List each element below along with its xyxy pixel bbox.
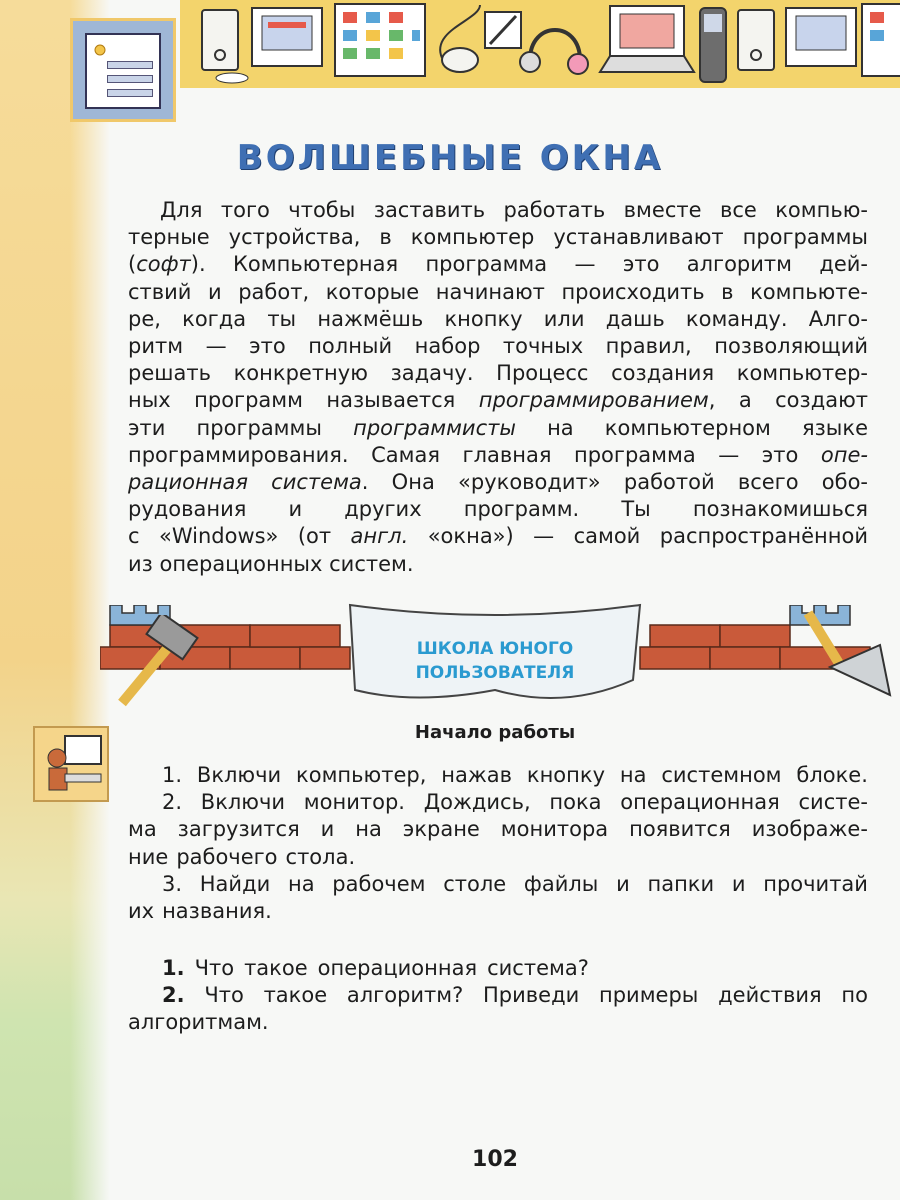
monitor-icon-2 bbox=[786, 8, 856, 66]
paragraph-line: рудования и других программ. Ты познакомишься bbox=[128, 497, 868, 522]
paragraph-line: ных программ называется программированием, а создают bbox=[128, 388, 868, 413]
italic-term: рационная система bbox=[128, 470, 362, 495]
italic-term: программированием bbox=[478, 388, 709, 413]
italic-term: англ. bbox=[350, 524, 409, 549]
italic-term: опе- bbox=[820, 442, 868, 467]
step-line: 3. Найди на рабочем столе файлы и папки и прочитай bbox=[162, 871, 868, 896]
banner-line-1: ШКОЛА ЮНОГО bbox=[416, 639, 574, 659]
question-line: алгоритмам. bbox=[128, 1010, 269, 1035]
italic-term: программисты bbox=[353, 415, 516, 440]
left-color-band bbox=[0, 0, 110, 1200]
questions-list bbox=[128, 955, 868, 1037]
italic-term: софт bbox=[136, 252, 191, 277]
monitor-icon bbox=[252, 8, 322, 66]
laptop-icon bbox=[600, 6, 694, 72]
paragraph-line: решать конкретную задачу. Процесс создания компьютер- bbox=[128, 361, 868, 386]
question-number: 1. bbox=[162, 956, 185, 980]
paragraph-line: программирования. Самая главная программа — это опе- bbox=[128, 442, 868, 467]
paragraph-line: из операционных систем. bbox=[128, 551, 414, 576]
pen-icon bbox=[485, 12, 521, 48]
page-title: ВОЛШЕБНЫЕ ОКНА bbox=[236, 138, 664, 178]
banner-line-2: ПОЛЬЗОВАТЕЛЯ bbox=[415, 663, 575, 683]
grid-screen-icon bbox=[335, 4, 425, 76]
paragraph-line: (софт). Компьютерная программа — это алгоритм дей- bbox=[128, 252, 868, 277]
question-line: 1. Что такое операционная система? bbox=[128, 955, 868, 982]
step-line: их названия. bbox=[128, 899, 272, 924]
window-icon bbox=[70, 18, 176, 122]
page-number: 102 bbox=[472, 1147, 518, 1172]
intro-paragraph bbox=[128, 197, 868, 578]
sun-icon bbox=[89, 39, 111, 61]
question-line: 2. Что такое алгоритм? Приведи примеры действия по bbox=[128, 982, 868, 1009]
step-line: ние рабочего стола. bbox=[128, 844, 356, 869]
banner-illustration bbox=[100, 585, 900, 715]
grid-screen-icon-2 bbox=[862, 4, 900, 76]
steps-list bbox=[128, 762, 868, 925]
question-number: 2. bbox=[162, 983, 185, 1008]
computer-icon-2 bbox=[738, 10, 774, 70]
paragraph-line: ре, когда ты нажмёшь кнопку или дашь команду. Алго- bbox=[128, 306, 868, 331]
hammer-icon bbox=[110, 615, 210, 710]
trowel-icon bbox=[800, 605, 900, 710]
step-line: 2. Включи монитор. Дождись, пока операционная систе- bbox=[162, 790, 868, 815]
paragraph-line: эти программы программисты на компьютерном языке bbox=[128, 415, 868, 440]
step-line: ма загрузится и на экране монитора появится изображе- bbox=[128, 817, 868, 842]
paragraph-line: Для того чтобы заставить работать вместе все компью- bbox=[160, 198, 868, 222]
devices-strip bbox=[180, 0, 900, 88]
phone-icon bbox=[700, 8, 726, 82]
paragraph-line: терные устройства, в компьютер устанавливают программы bbox=[128, 225, 868, 250]
paragraph-line: с «Windows» (от англ. «окна») — самой распространённой bbox=[128, 524, 868, 549]
paragraph-line: ритм — это полный набор точных правил, позволяющий bbox=[128, 334, 868, 359]
section-heading: Начало работы bbox=[414, 722, 576, 743]
paragraph-line: рационная система. Она «руководит» работой всего обо- bbox=[128, 470, 868, 495]
step-line: 1. Включи компьютер, нажав кнопку на системном блоке. bbox=[162, 763, 868, 787]
paragraph-line: ствий и работ, которые начинают происходить в компьюте- bbox=[128, 279, 868, 304]
